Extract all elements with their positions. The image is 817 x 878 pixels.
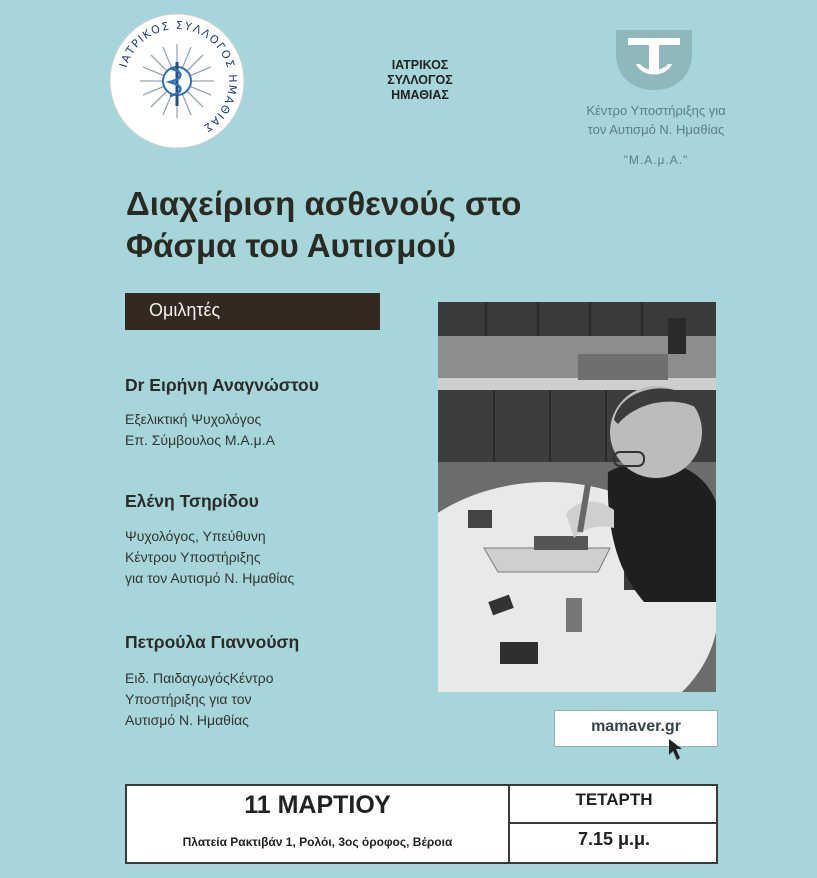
event-title-line: Διαχείριση ασθενούς στο [126, 185, 522, 222]
speaker-role-line: για τον Αυτισμό Ν. Ημαθίας [125, 570, 295, 586]
event-time: 7.15 μ.μ. [577, 829, 651, 849]
speaker-role-line: Ειδ. ΠαιδαγωγόςΚέντρο [125, 670, 274, 686]
mama-short-name: "Μ.Α.μ.Α." [623, 153, 689, 167]
medical-association-seal-logo [108, 12, 246, 150]
speaker-name: Πετρούλα Γιαννούση [125, 632, 300, 652]
speaker-name: Ελένη Τσηρίδου [125, 491, 259, 511]
event-title-line: Φάσμα του Αυτισμού [126, 227, 456, 264]
event-address: Πλατεία Ρακτιβάν 1, Ρολόι, 3ος όροφος, Βέροια [182, 835, 453, 849]
association-name-line: ΣΥΛΛΟΓΟΣ [387, 73, 453, 87]
speaker-role-line: Αυτισμό Ν. Ημαθίας [125, 712, 249, 728]
speakers-header-label: Ομιλητές [149, 300, 221, 320]
speaker-name: Dr Ειρήνη Αναγνώστου [125, 375, 319, 395]
speaker-role [125, 409, 275, 451]
cursor-arrow-icon [666, 737, 692, 763]
speaker-role-line: Εξελικτική Ψυχολόγος [125, 411, 262, 427]
speaker-role [125, 526, 294, 589]
event-title [126, 183, 686, 267]
event-day: ΤΕΤΑΡΤΗ [575, 790, 653, 809]
mama-center-name-line: Κέντρο Υποστήριξης για [586, 103, 726, 118]
event-date: 11 ΜΑΡΤΙΟΥ [244, 791, 391, 819]
child-playing-photo [438, 302, 716, 692]
speaker-role-line: Υποστήριξης για τον [125, 691, 252, 707]
info-divider [508, 822, 718, 824]
seal-ring-text: ΙΑΤΡΙΚΟΣ ΣΥΛΛΟΓΟΣ ΗΜΑΘΙΑΣ [117, 18, 240, 136]
association-name [368, 58, 472, 103]
website-link[interactable]: mamaver.gr [591, 718, 681, 735]
speaker-role-line: Ψυχολόγος, Υπεύθυνη [125, 528, 266, 544]
speaker-role-line: Επ. Σύμβουλος Μ.Α.μ.Α [125, 432, 275, 448]
association-name-line: ΙΑΤΡΙΚΟΣ [391, 58, 449, 72]
mama-center-name-line: τον Αυτισμό Ν. Ημαθίας [587, 122, 725, 137]
association-name-line: ΗΜΑΘΙΑΣ [391, 88, 449, 102]
speaker-role-line: Κέντρου Υποστήριξης [125, 549, 261, 565]
mama-center-logo [612, 24, 696, 94]
speaker-role [125, 668, 274, 731]
mama-center-name [556, 101, 756, 139]
